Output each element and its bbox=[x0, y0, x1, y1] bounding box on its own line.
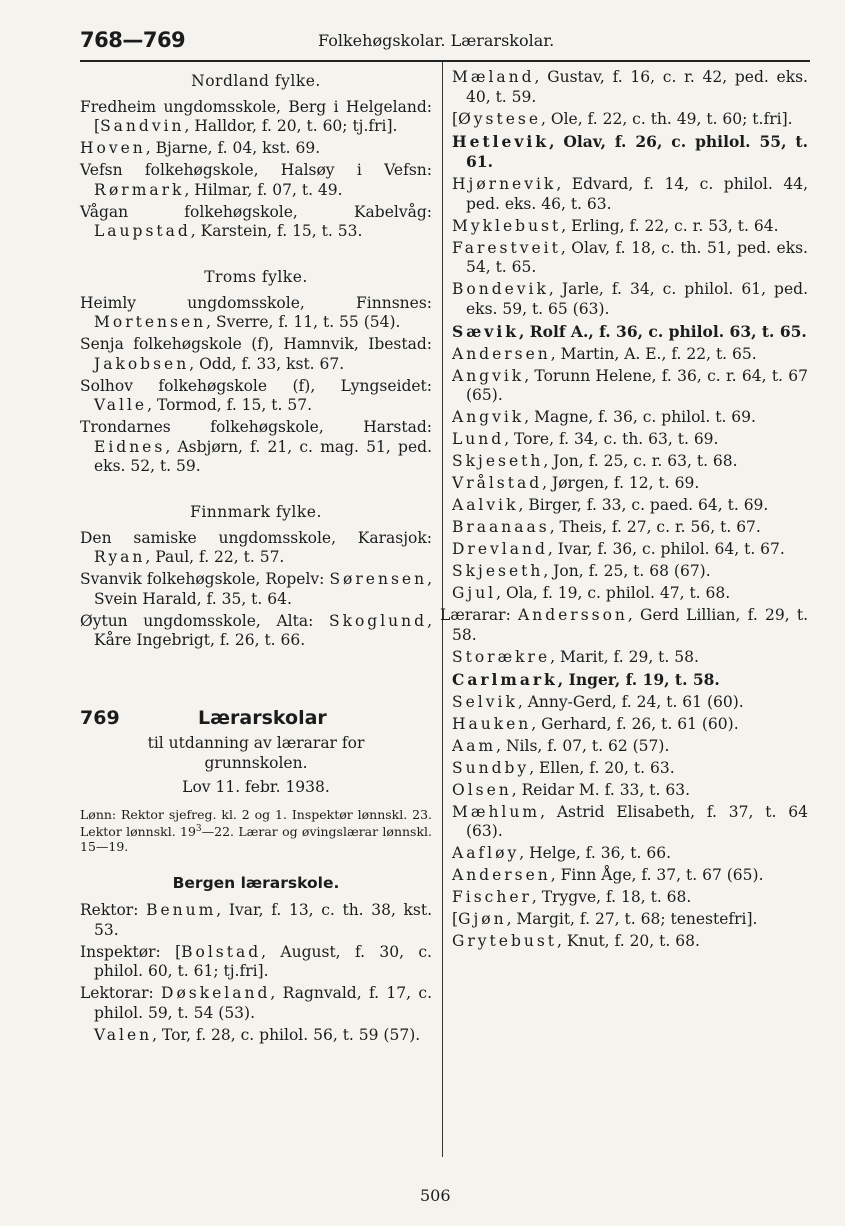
directory-entry bbox=[452, 781, 808, 801]
entry-surname: Mortensen bbox=[94, 313, 207, 331]
directory-entry bbox=[452, 408, 808, 428]
chapter-title: Lærarskolar bbox=[198, 707, 327, 729]
entry-details: , Rolf A., f. 36, c. philol. 63, t. 65. bbox=[518, 321, 807, 341]
directory-entry bbox=[80, 98, 432, 137]
directory-entry bbox=[452, 367, 808, 406]
directory-entry bbox=[452, 452, 808, 472]
entry-surname: Hetlevik bbox=[452, 131, 550, 151]
directory-entry bbox=[452, 280, 808, 319]
entry-details: , Gerd Lillian, f. 29, t. 58. bbox=[452, 606, 808, 644]
entry-details: , Hilmar, f. 07, t. 49. bbox=[184, 180, 343, 199]
entry-details: , Paul, f. 22, t. 57. bbox=[145, 548, 285, 566]
section-heading-nordland: Nordland fylke. bbox=[191, 72, 321, 90]
entry-surname: Valen bbox=[94, 1025, 153, 1044]
entry-details: , Tore, f. 34, c. th. 63, t. 69. bbox=[504, 430, 719, 448]
entry-surname: Aafløy bbox=[452, 844, 520, 862]
entry-details: , Birger, f. 33, c. paed. 64, t. 69. bbox=[518, 496, 769, 514]
directory-entry bbox=[452, 648, 808, 668]
entry-details: , Ellen, f. 20, t. 63. bbox=[529, 758, 675, 777]
entry-prefix: Lektorar: bbox=[80, 984, 162, 1003]
entry-surname: Aam bbox=[452, 736, 497, 755]
directory-entry bbox=[452, 803, 808, 842]
entry-surname: Skjeseth bbox=[452, 452, 544, 470]
entry-prefix: Vågan folkehøgskole, Kabelvåg: bbox=[80, 202, 432, 221]
entry-surname: Sørensen bbox=[329, 570, 428, 588]
entry-details: , Astrid Elisabeth, f. 37, t. 64 (63). bbox=[466, 802, 808, 840]
entry-details: , Tormod, f. 15, t. 57. bbox=[147, 396, 312, 414]
entry-surname: Øystese bbox=[458, 109, 542, 128]
entry-surname: Jakobsen bbox=[94, 354, 190, 373]
directory-entry bbox=[452, 715, 808, 735]
directory-entry bbox=[452, 670, 808, 691]
entry-prefix: Rektor: bbox=[80, 901, 147, 920]
entry-details: , Erling, f. 22, c. r. 53, t. 64. bbox=[561, 216, 779, 235]
directory-entry bbox=[80, 377, 432, 416]
directory-entry bbox=[80, 943, 432, 982]
entry-details: , Ole, f. 22, c. th. 49, t. 60; t.fri]. bbox=[541, 109, 793, 128]
right-entry-list bbox=[440, 68, 808, 952]
entry-surname: Sundby bbox=[452, 758, 530, 777]
entry-details: , Helge, f. 36, t. 66. bbox=[519, 844, 672, 862]
entry-prefix: Trondarnes folkehøgskole, Harstad: bbox=[80, 418, 432, 436]
directory-entry bbox=[80, 901, 432, 940]
entry-surname: Braanaas bbox=[452, 518, 550, 536]
entry-details: , Ivar, f. 13, c. th. 38, kst. 53. bbox=[94, 901, 432, 939]
nordland-list bbox=[80, 98, 432, 242]
directory-entry bbox=[452, 322, 808, 343]
entry-surname: Sandvin bbox=[100, 117, 185, 135]
entry-surname: Fischer bbox=[452, 888, 532, 906]
directory-entry bbox=[452, 68, 808, 107]
directory-entry bbox=[452, 518, 808, 538]
entry-details: , Jon, f. 25, c. r. 63, t. 68. bbox=[543, 452, 738, 470]
entry-surname: Farestveit bbox=[452, 238, 561, 257]
directory-entry bbox=[452, 759, 808, 779]
entry-details: , Edvard, f. 14, c. philol. 44, ped. eks. 46, t. 63. bbox=[466, 175, 808, 213]
section-heading-troms: Troms fylke. bbox=[204, 268, 308, 286]
directory-entry bbox=[452, 693, 808, 713]
entry-surname: Andersson bbox=[518, 606, 628, 624]
entry-details: , Bjarne, f. 04, kst. 69. bbox=[145, 139, 321, 157]
entry-surname: Aalvik bbox=[452, 496, 519, 514]
page-range: 768—769 bbox=[80, 28, 186, 52]
directory-entry bbox=[80, 612, 432, 651]
entry-details: , Jørgen, f. 12, t. 69. bbox=[542, 474, 700, 492]
entry-surname: Selvik bbox=[452, 692, 518, 711]
chapter-law: Lov 11. febr. 1938. bbox=[182, 777, 330, 796]
entry-surname: Ryan bbox=[94, 548, 146, 566]
entry-surname: Carlmark bbox=[452, 669, 558, 689]
directory-entry bbox=[80, 203, 432, 242]
directory-entry bbox=[452, 562, 808, 582]
directory-entry bbox=[452, 239, 808, 278]
entry-surname: Storækre bbox=[452, 647, 551, 666]
salary-note: Lønn: Rektor sjefreg. kl. 2 og 1. Inspektør lønnskl. 23. Lektor lønnskl. $19^3—22$. Lærar og øvingslærar lønnskl. 15—19. bbox=[80, 806, 433, 854]
entry-details: , Torunn Helene, f. 36, c. r. 64, t. 67 (65). bbox=[466, 366, 808, 404]
entry-prefix: [ bbox=[452, 109, 459, 128]
running-title: Folkehøgskolar. Lærarskolar. bbox=[318, 31, 555, 50]
entry-details: , Ivar, f. 36, c. philol. 64, t. 67. bbox=[547, 540, 785, 558]
directory-entry bbox=[80, 529, 432, 568]
entry-surname: Olsen bbox=[452, 780, 512, 799]
page-header bbox=[80, 28, 810, 58]
directory-entry bbox=[452, 345, 808, 365]
entry-details: , Ragnvald, f. 17, c. philol. 59, t. 54 (53). bbox=[94, 984, 432, 1022]
directory-entry bbox=[80, 161, 432, 200]
entry-prefix: Solhov folkehøgskole (f), Lyngseidet: bbox=[80, 376, 432, 395]
entry-surname: Skjeseth bbox=[452, 562, 544, 580]
entry-surname: Bondevik bbox=[452, 280, 549, 298]
directory-entry bbox=[452, 217, 808, 237]
entry-details: , Olav, f. 18, c. th. 51, ped. eks. 54, t. 65. bbox=[466, 238, 808, 276]
entry-details: , Halldor, f. 20, t. 60; tj.fri]. bbox=[184, 117, 398, 135]
entry-surname: Andersen bbox=[452, 344, 551, 363]
entry-surname: Rørmark bbox=[94, 180, 185, 199]
directory-entry bbox=[452, 540, 808, 560]
entry-details: , Jon, f. 25, t. 68 (67). bbox=[543, 562, 711, 580]
entry-details: , Inger, f. 19, t. 58. bbox=[557, 669, 720, 689]
entry-surname: Andersen bbox=[452, 866, 551, 884]
directory-entry bbox=[452, 496, 808, 516]
entry-details: , Anny-Gerd, f. 24, t. 61 (60). bbox=[517, 692, 744, 711]
entry-details: , Margit, f. 27, t. 68; tenestefri]. bbox=[506, 910, 758, 928]
entry-surname: Hauken bbox=[452, 714, 532, 733]
directory-entry bbox=[452, 866, 808, 886]
entry-details: , Svein Harald, f. 35, t. 64. bbox=[94, 570, 432, 608]
chapter-subtitle: til utdanning av lærarar for grunnskolen. bbox=[147, 733, 365, 772]
directory-entry bbox=[452, 932, 808, 952]
directory-entry bbox=[80, 570, 432, 609]
directory-entry bbox=[440, 606, 808, 645]
right-column bbox=[440, 68, 808, 954]
entry-prefix: Den samiske ungdomsskole, Karasjok: bbox=[80, 528, 432, 547]
entry-details: , Sverre, f. 11, t. 55 (54). bbox=[206, 313, 401, 331]
directory-entry bbox=[452, 737, 808, 757]
entry-prefix: Inspektør: [ bbox=[80, 942, 182, 961]
entry-prefix: Vefsn folkehøgskole, Halsøy i Vefsn: bbox=[80, 161, 432, 179]
entry-surname: Gjul bbox=[452, 584, 497, 602]
directory-entry bbox=[452, 584, 808, 604]
entry-details: , Gustav, f. 16, c. r. 42, ped. eks. 40, t. 59. bbox=[466, 68, 808, 106]
entry-surname: Grytebust bbox=[452, 932, 558, 950]
entry-surname: Eidnes bbox=[94, 437, 166, 456]
entry-surname: Døskeland bbox=[161, 984, 271, 1003]
entry-details: , Magne, f. 36, c. philol. t. 69. bbox=[524, 408, 756, 426]
entry-details: , Theis, f. 27, c. r. 56, t. 67. bbox=[549, 518, 761, 536]
entry-details: , Martin, A. E., f. 22, t. 65. bbox=[550, 344, 757, 363]
directory-entry bbox=[452, 474, 808, 494]
entry-surname: Mæhlum bbox=[452, 802, 541, 821]
directory-entry bbox=[80, 294, 432, 333]
bergen-list bbox=[80, 901, 432, 1045]
entry-surname: Laupstad bbox=[94, 222, 191, 240]
chapter-number: 769 bbox=[80, 707, 120, 729]
directory-entry bbox=[452, 110, 808, 130]
directory-entry bbox=[80, 335, 432, 374]
entry-details: , Odd, f. 33, kst. 67. bbox=[189, 354, 345, 373]
entry-surname: Valle bbox=[94, 396, 148, 414]
entry-surname: Benum bbox=[146, 901, 217, 920]
entry-details: , Ola, f. 19, c. philol. 47, t. 68. bbox=[496, 584, 731, 602]
entry-prefix: Lærarar: bbox=[440, 606, 519, 624]
entry-details: , August, f. 30, c. philol. 60, t. 61; tj.fri]. bbox=[94, 942, 432, 981]
directory-entry bbox=[452, 888, 808, 908]
entry-details: , Finn Åge, f. 37, t. 67 (65). bbox=[550, 866, 764, 884]
entry-surname: Bolstad bbox=[181, 942, 262, 961]
entry-surname: Sævik bbox=[452, 321, 519, 341]
chapter-heading bbox=[80, 709, 432, 729]
directory-entry bbox=[80, 139, 432, 159]
directory-entry bbox=[80, 418, 432, 477]
entry-surname: Lund bbox=[452, 430, 505, 448]
entry-surname: Gjøn bbox=[458, 910, 507, 928]
directory-entry bbox=[80, 984, 432, 1023]
entry-prefix: Øytun ungdomsskole, Alta: bbox=[80, 611, 329, 630]
entry-prefix: Heimly ungdomsskole, Finnsnes: bbox=[80, 293, 432, 312]
entry-details: , Jarle, f. 34, c. philol. 61, ped. eks. 59, t. 65 (63). bbox=[466, 280, 808, 318]
entry-prefix: Fredheim ungdomsskole, Berg i Helgeland: [ bbox=[80, 97, 432, 135]
entry-details: , Reidar M. f. 33, t. 63. bbox=[511, 780, 691, 799]
section-heading-bergen: Bergen lærarskole. bbox=[172, 873, 340, 892]
entry-details: , Asbjørn, f. 21, c. mag. 51, ped. eks. 52, t. 59. bbox=[94, 437, 432, 475]
entry-surname: Drevland bbox=[452, 540, 548, 558]
entry-details: , Olav, f. 26, c. philol. 55, t. 61. bbox=[466, 131, 808, 171]
entry-details: , Kåre Ingebrigt, f. 26, t. 66. bbox=[94, 611, 432, 649]
entry-surname: Myklebust bbox=[452, 216, 562, 235]
directory-entry bbox=[452, 132, 808, 173]
entry-prefix: Senja folkehøgskole (f), Hamnvik, Ibestad: bbox=[80, 335, 432, 353]
entry-details: , Tor, f. 28, c. philol. 56, t. 59 (57). bbox=[152, 1025, 421, 1044]
page-number: 506 bbox=[420, 1186, 451, 1205]
directory-entry bbox=[452, 910, 808, 930]
entry-surname: Skoglund bbox=[328, 611, 428, 630]
entry-prefix: [ bbox=[452, 910, 459, 928]
entry-prefix: Svanvik folkehøgskole, Ropelv: bbox=[80, 570, 330, 588]
header-rule bbox=[80, 60, 810, 62]
directory-entry bbox=[452, 844, 808, 864]
left-column bbox=[80, 68, 432, 1048]
entry-surname: Vrålstad bbox=[452, 474, 543, 492]
section-heading-finnmark: Finnmark fylke. bbox=[190, 503, 322, 521]
entry-details: , Trygve, f. 18, t. 68. bbox=[531, 888, 692, 906]
entry-surname: Hoven bbox=[80, 139, 146, 157]
entry-surname: Hjørnevik bbox=[452, 175, 557, 193]
entry-details: , Knut, f. 20, t. 68. bbox=[557, 932, 700, 950]
troms-list bbox=[80, 294, 432, 477]
entry-surname: Angvik bbox=[452, 366, 525, 385]
directory-entry bbox=[452, 430, 808, 450]
entry-details: , Gerhard, f. 26, t. 61 (60). bbox=[531, 714, 739, 733]
directory-entry bbox=[452, 175, 808, 214]
entry-details: , Nils, f. 07, t. 62 (57). bbox=[496, 736, 670, 755]
entry-details: , Marit, f. 29, t. 58. bbox=[550, 647, 699, 666]
entry-details: , Karstein, f. 15, t. 53. bbox=[190, 222, 363, 240]
directory-entry bbox=[80, 1026, 432, 1046]
entry-surname: Mæland bbox=[452, 68, 535, 86]
entry-surname: Angvik bbox=[452, 408, 525, 426]
finnmark-list bbox=[80, 529, 432, 651]
